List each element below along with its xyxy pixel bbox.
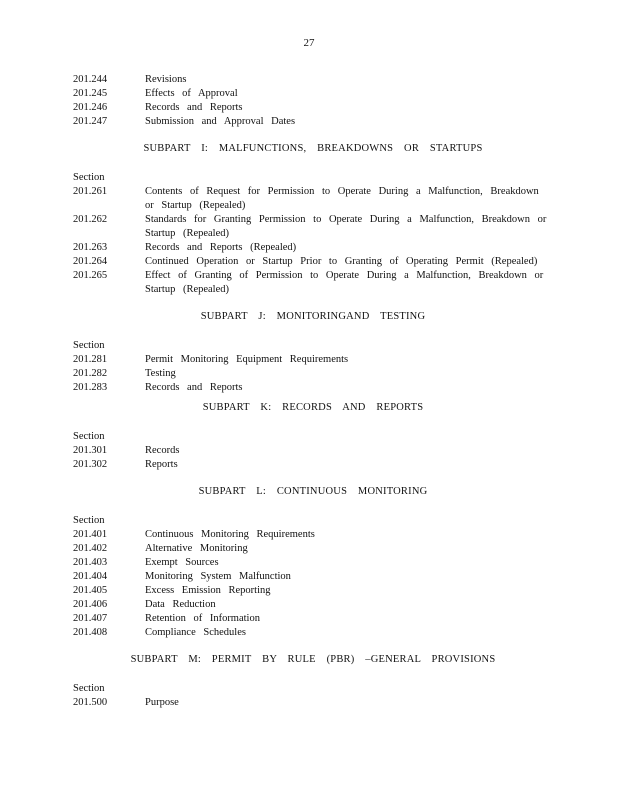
section-title: Contents of Request for Permission to Operate During a Malfunction, Breakdown or Startup (Repealed) (145, 186, 539, 211)
section-title: Data Reduction (145, 599, 216, 610)
section-number: 201.247 (73, 116, 108, 127)
section-number: 201.283 (73, 382, 108, 393)
section-label: Section (73, 172, 105, 183)
section-number: 201.282 (73, 368, 108, 379)
section-number: 201.302 (73, 459, 108, 470)
toc-row (73, 542, 553, 556)
section-number: 201.245 (73, 88, 108, 99)
toc-row (73, 101, 553, 115)
toc-row (73, 598, 553, 612)
subpart-i-heading: SUBPART I: MALFUNCTIONS, BREAKDOWNS OR STARTUPS (143, 143, 483, 154)
section-label: Section (73, 515, 105, 526)
section-title: Submission and Approval Dates (145, 116, 296, 127)
section-number: 201.246 (73, 102, 108, 113)
section-number: 201.301 (73, 445, 108, 456)
section-title: Reports (145, 459, 178, 470)
toc-row (73, 570, 553, 584)
toc-row (73, 185, 553, 213)
section-title: Purpose (145, 697, 179, 708)
toc-row (73, 612, 553, 626)
section-number: 201.244 (73, 74, 108, 85)
section-number: 201.408 (73, 627, 108, 638)
section-title: Records and Reports (145, 382, 243, 393)
section-title: Records (145, 445, 180, 456)
toc-row (73, 696, 553, 710)
section-title: Records and Reports (145, 102, 243, 113)
toc-row (73, 444, 553, 458)
section-number: 201.261 (73, 186, 108, 197)
section-number: 201.404 (73, 571, 108, 582)
section-title: Excess Emission Reporting (145, 585, 271, 596)
section-number: 201.403 (73, 557, 108, 568)
table-of-contents (73, 73, 553, 710)
toc-row (73, 73, 553, 87)
section-title: Standards for Granting Permission to Operate During a Malfunction, Breakdown or Startup (Repealed) (145, 214, 547, 239)
toc-row (73, 556, 553, 570)
subpart-k-heading: SUBPART K: RECORDS AND REPORTS (202, 402, 424, 413)
toc-row (73, 367, 553, 381)
toc-row (73, 213, 553, 241)
toc-row (73, 269, 553, 297)
section-number: 201.402 (73, 543, 108, 554)
section-number: 201.281 (73, 354, 108, 365)
section-number: 201.405 (73, 585, 108, 596)
section-title: Effect of Granting of Permission to Operate During a Malfunction, Breakdown or Startup (Repealed) (145, 270, 544, 295)
section-title: Compliance Schedules (145, 627, 246, 638)
section-label: Section (73, 683, 105, 694)
section-number: 201.500 (73, 697, 108, 708)
section-title: Exempt Sources (145, 557, 219, 568)
toc-row (73, 626, 553, 640)
section-title: Permit Monitoring Equipment Requirements (145, 354, 349, 365)
section-number: 201.262 (73, 214, 108, 225)
section-number: 201.265 (73, 270, 108, 281)
section-title: Revisions (145, 74, 187, 85)
toc-row (73, 458, 553, 472)
subpart-j-heading: SUBPART J: MONITORINGAND TESTING (200, 311, 426, 322)
toc-row (73, 241, 553, 255)
section-title: Retention of Information (145, 613, 260, 624)
section-number: 201.401 (73, 529, 108, 540)
section-label: Section (73, 340, 105, 351)
page-number: 27 (303, 37, 315, 49)
subpart-m-heading: SUBPART M: PERMIT BY RULE (PBR) –GENERAL PROVISIONS (130, 654, 496, 665)
section-number: 201.407 (73, 613, 108, 624)
toc-row (73, 528, 553, 542)
section-label: Section (73, 431, 105, 442)
toc-row (73, 584, 553, 598)
toc-row (73, 115, 553, 129)
section-title: Continued Operation or Startup Prior to Granting of Operating Permit (Repealed) (145, 256, 538, 267)
section-title: Continuous Monitoring Requirements (145, 529, 315, 540)
section-title: Records and Reports (Repealed) (145, 242, 297, 253)
toc-row (73, 255, 553, 269)
section-title: Effects of Approval (145, 88, 238, 99)
section-number: 201.263 (73, 242, 108, 253)
section-number: 201.406 (73, 599, 108, 610)
toc-row (73, 353, 553, 367)
subpart-l-heading: SUBPART L: CONTINUOUS MONITORING (198, 486, 428, 497)
intro-list (73, 73, 553, 129)
section-title: Monitoring System Malfunction (145, 571, 291, 582)
toc-row (73, 381, 553, 395)
section-title: Alternative Monitoring (145, 543, 248, 554)
section-number: 201.264 (73, 256, 108, 267)
section-title: Testing (145, 368, 176, 379)
toc-row (73, 87, 553, 101)
